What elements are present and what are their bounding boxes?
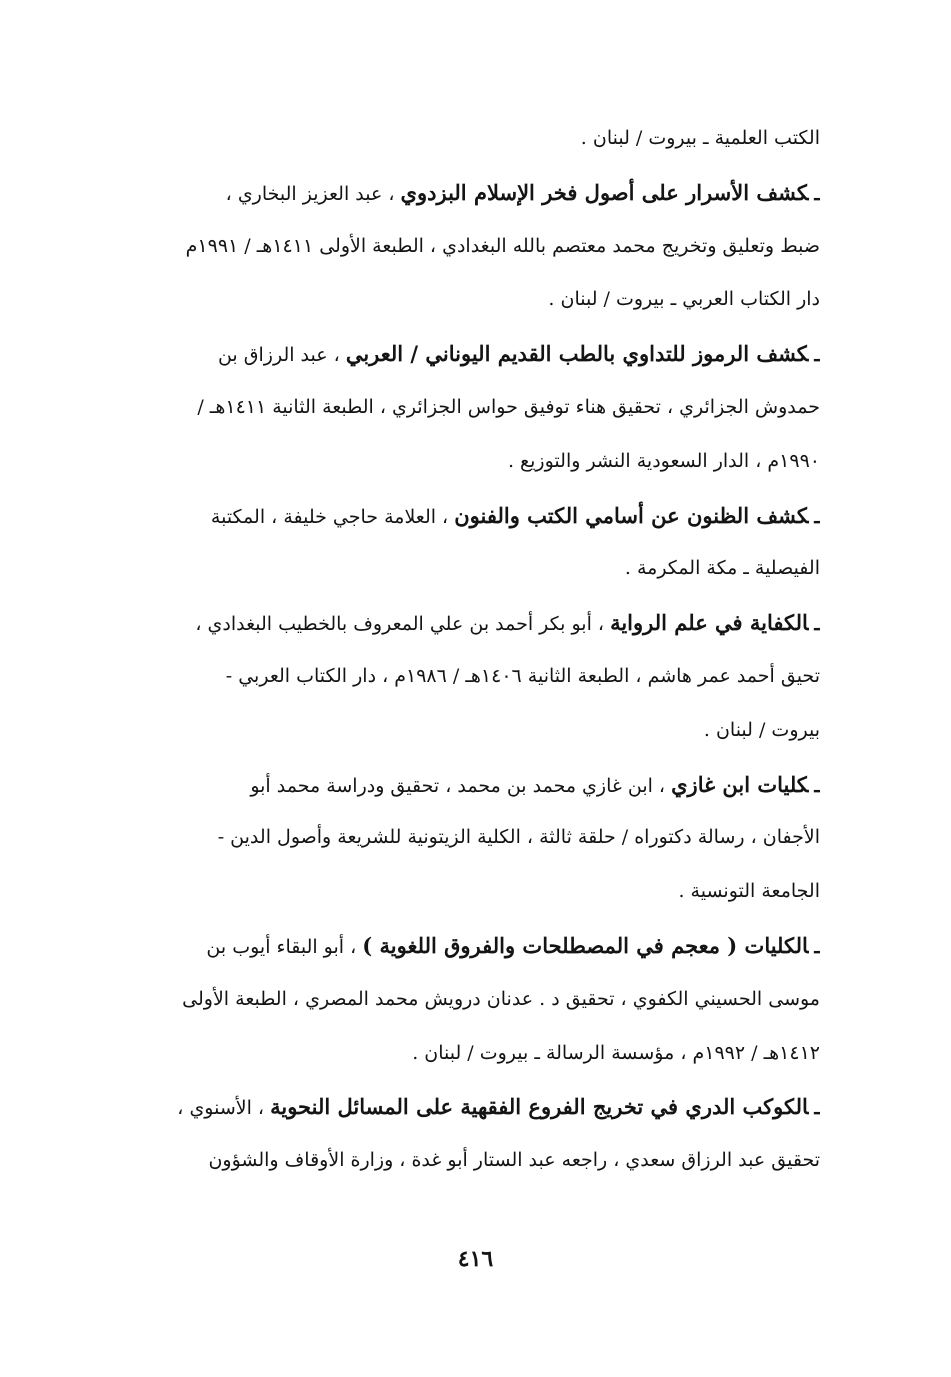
text-line: بيروت / لبنان . [703, 718, 820, 741]
bibliography-entry-line [40, 758, 820, 812]
entry-dash: ـ [814, 344, 820, 367]
text-line: الجامعة التونسية . [678, 880, 820, 903]
text-line: الفيصلية ـ مكة المكرمة . [624, 557, 820, 580]
text-line: ضبط وتعليق وتخريج محمد معتصم بالله البغدادي ، الطبعة الأولى ١٤١١هـ / ١٩٩١م [185, 234, 820, 257]
text-line: تحيق أحمد عمر هاشم ، الطبعة الثانية ١٤٠٦هـ / ١٩٨٦م ، دار الكتاب العربي - [225, 664, 820, 687]
entry-details: ، العلامة حاجي خليفة ، المكتبة [210, 505, 455, 528]
text-line: موسى الحسيني الكفوي ، تحقيق د . عدنان درويش محمد المصري ، الطبعة الأولى [182, 987, 820, 1010]
entry-dash: ـ [814, 613, 820, 636]
page-number: ٤١٦ [457, 1246, 494, 1272]
text-line: الأجفان ، رسالة دكتوراه / حلقة ثالثة ، الكلية الزيتونية للشريعة وأصول الدين - [217, 826, 820, 849]
entry-title: الكفاية في علم الرواية [610, 610, 809, 636]
entry-details: ، عبد الرزاق بن [217, 344, 346, 367]
text-line: الكتب العلمية ـ بيروت / لبنان . [580, 127, 820, 149]
entry-details: ، أبو البقاء أيوب بن [206, 935, 363, 958]
entry-title: الكليات ( معجم في المصطلحات والفروق اللغوية ) [362, 932, 809, 958]
entry-title: الكوكب الدري في تخريج الفروع الفقهية على المسائل النحوية [270, 1094, 809, 1120]
bibliography-entry-line [40, 166, 820, 220]
entry-details: ، ابن غازي محمد بن محمد ، تحقيق ودراسة محمد أبو [250, 774, 672, 797]
text-line: حمدوش الجزائري ، تحقيق هناء توفيق حواس الجزائري ، الطبعة الثانية ١٤١١هـ / [197, 395, 820, 418]
entry-dash: ـ [814, 182, 820, 205]
entry-dash: ـ [814, 774, 820, 797]
entry-dash: ـ [814, 505, 820, 528]
entry-title: كشف الأسرار على أصول فخر الإسلام البزدوي [400, 179, 809, 205]
entry-dash: ـ [814, 1097, 820, 1120]
bibliography-entry-line [40, 596, 820, 650]
bibliography-page [40, 112, 820, 1188]
text-line: دار الكتاب العربي ـ بيروت / لبنان . [548, 288, 820, 311]
entry-title: كليات ابن غازي [671, 771, 809, 797]
bibliography-entry-line [40, 327, 820, 381]
entry-dash: ـ [814, 935, 820, 958]
bibliography-entry-line [40, 1080, 820, 1134]
entry-title: كشف الظنون عن أسامي الكتب والفنون [454, 502, 809, 528]
entry-details: ، عبد العزيز البخاري ، [225, 182, 401, 205]
entry-details: ، أبو بكر أحمد بن علي المعروف بالخطيب البغدادي ، [195, 613, 611, 636]
text-line: ١٩٩٠م ، الدار السعودية النشر والتوزيع . [507, 449, 820, 472]
entry-details: ، الأسنوي ، [177, 1097, 271, 1120]
entry-title: كشف الرموز للتداوي بالطب القديم اليوناني / العربي [345, 341, 809, 367]
bibliography-entry-line [40, 919, 820, 973]
bibliography-entry-line [40, 489, 820, 543]
text-line: ١٤١٢هـ / ١٩٩٢م ، مؤسسة الرسالة ـ بيروت / لبنان . [412, 1041, 820, 1064]
text-line: تحقيق عبد الرزاق سعدي ، راجعه عبد الستار أبو غدة ، وزارة الأوقاف والشؤون [208, 1149, 820, 1172]
